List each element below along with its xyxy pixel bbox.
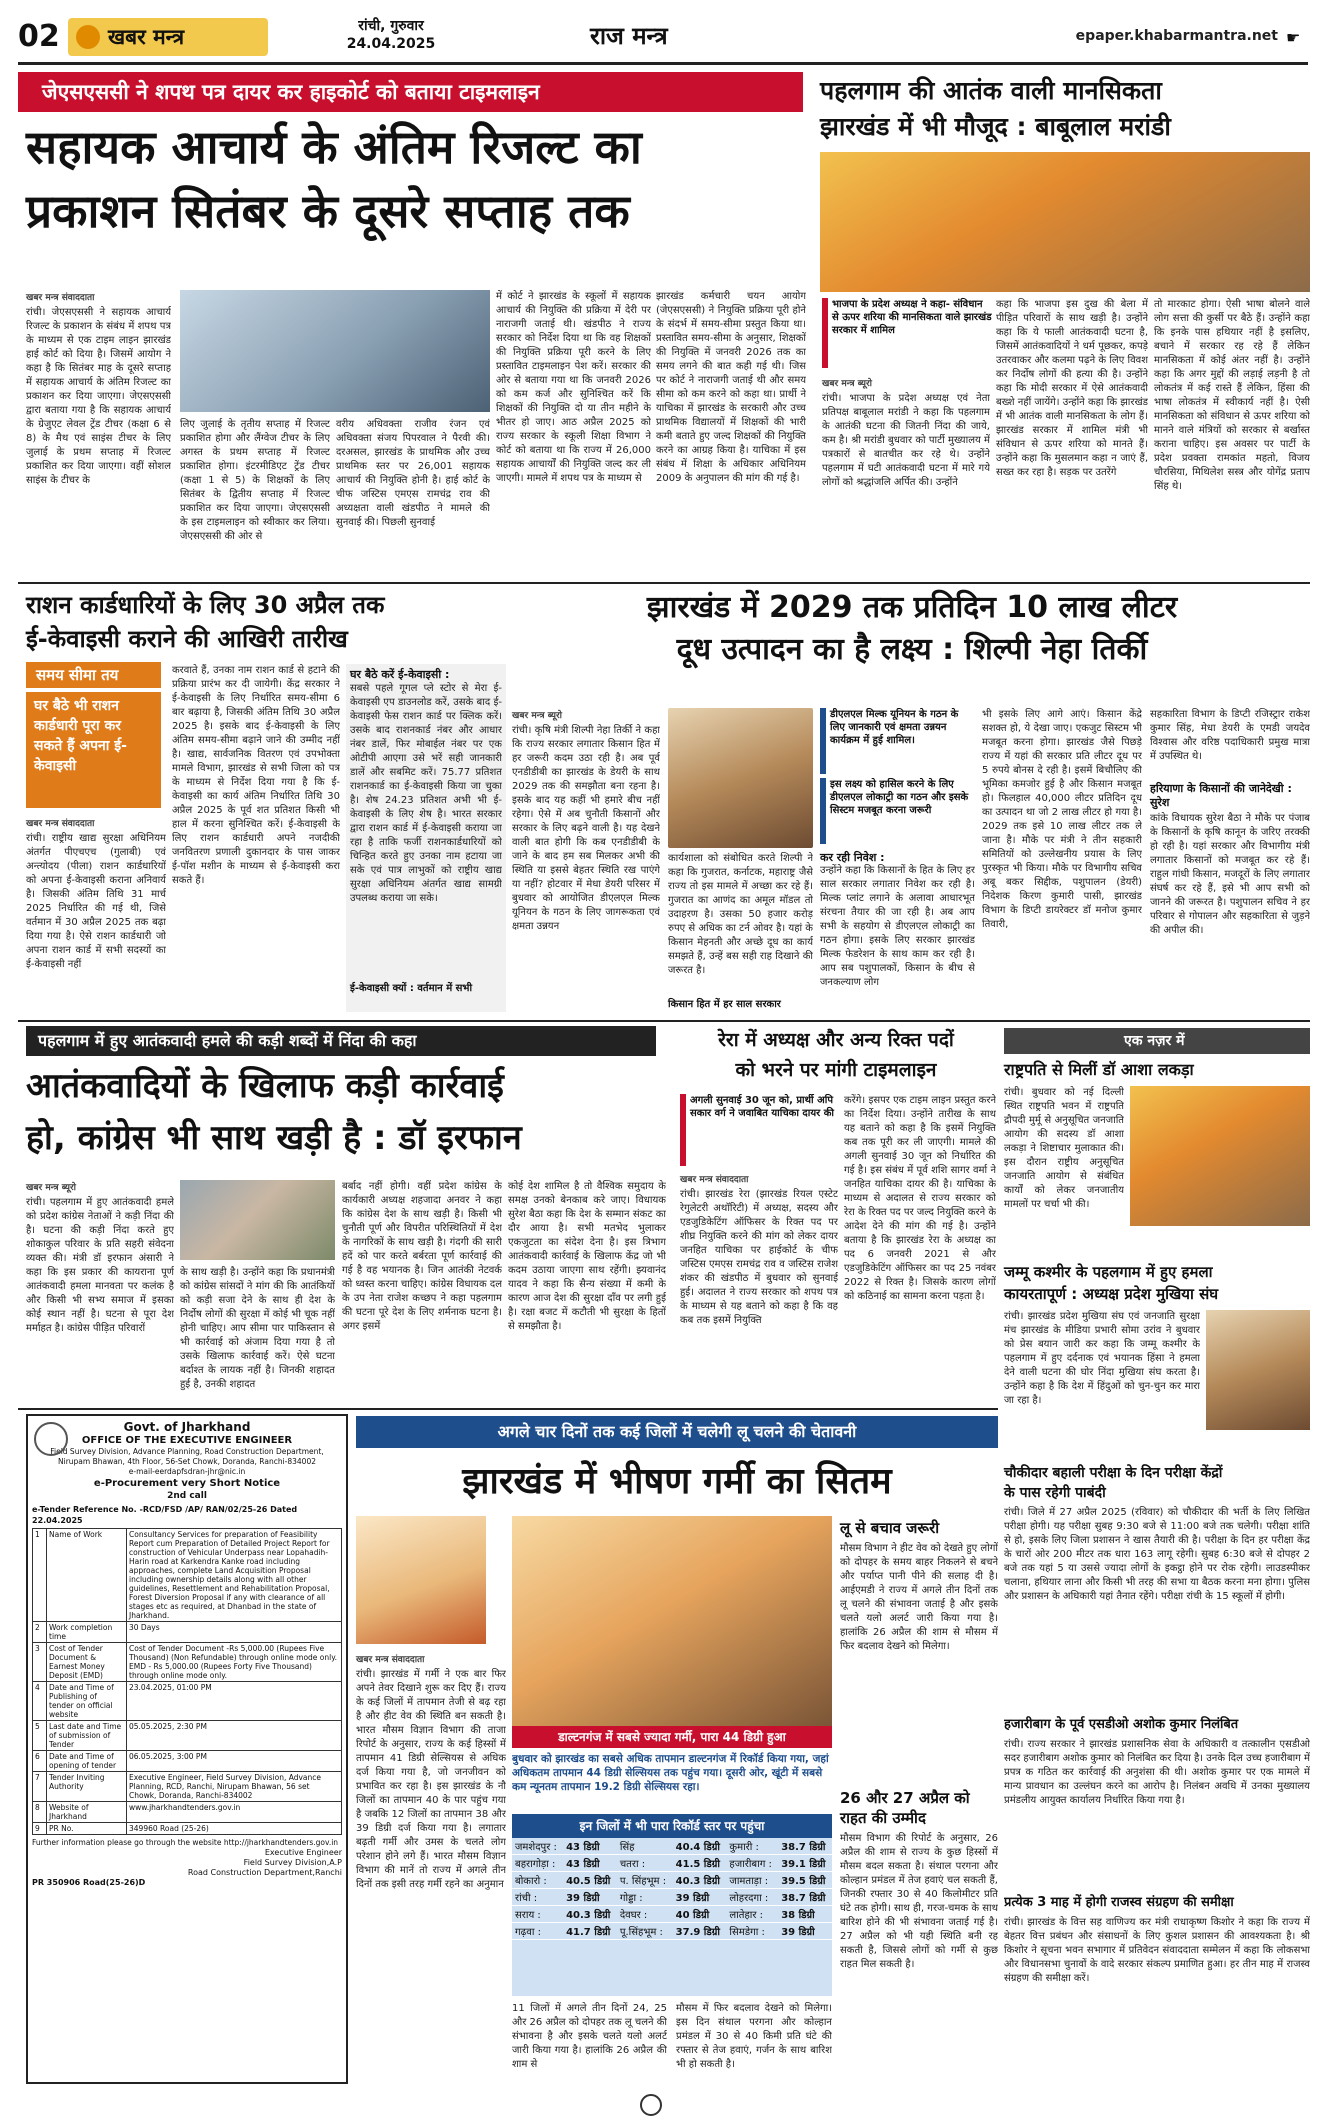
babulal-byline: खबर मन्त्र ब्यूरो [822,379,872,389]
site-url[interactable]: epaper.khabarmantra.net [1075,28,1278,44]
milk-text-6: कांके विधायक सुरेश बैठा ने मौके पर पंजाब के किसानों के कृषि कानून के जरिए तरक्की हो रही है। यहां सरकार और विभागीय मंत्री लगातार किसानों को मजबूत कर रहे हैं। राहुल गांधी किसान, मजदूरों के लिए लगातार संघर्ष कर रहे हैं, इसे भी आप सभी को जानने की जरूरत है। पशुपालन सचिव ने हर परिवार से गोपालन और सहकारिता से जुड़ने की अपील की। [1150,813,1310,936]
district-name: चतरा : [617,1855,673,1872]
district-name: सिंह [617,1838,673,1855]
heat-byline: खबर मन्त्र संवाददाता [356,1655,425,1665]
ad-footer: Further information please go through the website http://jharkhandtenders.gov.in [32,1838,339,1847]
heat-text-1: रांची। झारखंड में गर्मी ने एक बार फिर अपने तेवर दिखाने शुरू कर दिए हैं। राज्य के कई जिलों में तापमान तेजी से बढ़ रहा है और हीट वेव की स्थिति बन सकती है। भारत मौसम विज्ञान विभाग की ताजा रिपोर्ट के अनुसार, राज्य के कई हिस्सों में तापमान 41 डिग्री सेल्सियस से अधिक दर्ज किया गया है, जो जनजीवन को प्रभावित कर रहा है। इस झारखंड के नौ जिलों का तापमान 40 के पार पहुंच गया है जबकि 12 जिलों का तापमान 38 और 39 डिग्री दर्ज किया गया है। लगातार बढ़ती गर्मी और उमस के चलते लोग परेशान होने लगे हैं। भारत मौसम विज्ञान विभाग की मानें तो राज्य में अगले तीन दिनों तक इसी तरह गर्मी रहने का अनुमान [356,1669,506,1890]
tender-cell-label: Cost of Tender Document & Earnest Money Deposit (EMD) [47,1643,127,1682]
revenue-text: रांची। झारखंड के वित्त सह वाणिज्य कर मंत्री राधाकृष्ण किशोर ने कहा कि राज्य में बेहतर वित्त प्रबंधन और संसाधनों के लिए कुशल प्रशासन की आवश्यकता है। श्री किशोर ने सूचना भवन सभागार में प्रतिवेदन संवाददाता सम्मेलन में कहा कि लोकसभा और विधानसभा चुनावों के वादे सरकार संकल्प प्रमाणित हुआ। हर तीन माह में राजस्व संग्रहण की समीक्षा करें। [1004,1917,1310,1984]
district-temp: 38.7 डिग्री [778,1889,832,1906]
milk-subhead: कर रही निवेश : [820,851,885,864]
ad-govt: Govt. of Jharkhand [123,1420,251,1434]
ad-title: e-Procurement very Short Notice [93,1478,281,1489]
tender-cell-label: Last date and Time of submission of Tender [47,1721,127,1751]
rera-text-2: करेंगे। इसपर एक टाइम लाइन प्रस्तुत करने का निर्देश दिया। उन्होंने तारीख के साथ यह बताने को कहा है कि इसमें नियुक्ति कब तक पूरी कर ली जाएगी। मामले की अगली सुनवाई 30 जून को निर्धारित की गई है। इस संबंध में पूर्व शशि सागर वर्मा ने जनहित याचिका दायर की है। याचिका के माध्यम से अदालत से राज्य सरकार को रेरा के रिक्त पद पर जल्द नियुक्ति करने के आदेश देने की मांग की गई है। उन्होंने बताया है कि झारखंड रेरा के अध्यक्ष का पद 6 जनवरी 2021 से और एडजुडिकेटिंग ऑफिसर का पद 25 नवंबर 2022 से रिक्त है। जिसके कारण लोगों को कठिनाई का सामना करना पड़ता है। [844,1095,996,1302]
rera-byline: खबर मन्त्र संवाददाता [680,1175,749,1185]
milk-text-5: सहकारिता विभाग के डिप्टी रजिस्ट्रार राकेश कुमार सिंह, मेधा डेयरी के एमडी जयदेव विश्वास और वरिष्ठ पदाधिकारी प्रमुख मात्रा में उपस्थित थे। [1150,709,1310,762]
district-name: गढ़वा : [512,1923,563,1940]
heat-text-3: मौसम में फिर बदलाव देखने को मिलेगा। इस दिन संथाल परगना और कोल्हान प्रमंडल में 30 से 40 किमी प्रति घंटे की रफ्तार से तेज हवाएं, गर्जन के साथ बारिश भी हो सकती है। [676,2003,832,2070]
district-name: रांची : [512,1889,563,1906]
masthead [18,14,1308,60]
jk-title-2: कायरतापूर्ण : अध्यक्ष प्रदेश मुखिया संघ [1004,1285,1219,1303]
ration-title-2: ई-केवाइसी कराने की आखिरी तारीख [26,625,348,653]
tender-cell-no: 9 [33,1823,47,1835]
ad-line-1: Field Survey Division, Advance Planning, Road Construction Department, [50,1447,324,1456]
jk-text: रांची। झारखंड प्रदेश मुखिया संघ एवं जनजाति सुरक्षा मंच झारखंड के मीडिया प्रभारी सोमा उरांव ने बुधवार को प्रेस बयान जारी कर कहा कि जम्मू कश्मीर के पहलगाम में हुए दर्दनाक एवं भयानक हिंसा ने हमला देने वाली घटना की घोर निंदा मुखिया संघ करता है। उन्होंने कहा है कि देश में हिंदुओं को चुन-चुन कर मारा जा रहा है। [1004,1311,1200,1406]
milk-bullet-1: डीएलएल मिल्क यूनियन के गठन के लिए जानकारी एवं क्षमता उन्नयन कार्यक्रम में हुई शामिल। [820,708,975,774]
rera-text-1: रांची। झारखंड रेरा (झारखंड रियल एस्टेट रेगुलेटरी अथॉरिटी) में अध्यक्ष, सदस्य और एडजुडिकेटिंग ऑफिसर के रिक्त पद पर शीघ्र नियुक्ति करने की मांग को लेकर दायर जनहित याचिका पर हाईकोर्ट के चीफ जस्टिस एमएस रामचंद्र राव व जस्टिस राजेश शंकर की खंडपीठ में बुधवार को सुनवाई हुई। अदालत ने राज्य सरकार को शपथ पत्र के माध्यम से यह बताने को कहा है कि वह कब तक इसमें नियुक्ति [680,1189,838,1326]
tender-cell-label: Date and Time of opening of tender [47,1751,127,1772]
tender-cell-value: 23.04.2025, 01:00 PM [127,1682,342,1721]
milk-caption: किसान हित में हर साल सरकार [668,999,781,1010]
press-conference-photo [820,152,1310,292]
page-number: 02 [18,19,60,54]
jharkhand-emblem-icon [34,1422,68,1456]
tender-cell-label: Website of Jharkhand [47,1802,127,1823]
babulal-title-2: झारखंड में भी मौजूद : बाबूलाल मरांडी [820,112,1171,141]
tender-row [33,1529,342,1622]
district-temp: 39 डिग्री [563,1889,617,1906]
tender-cell-no: 4 [33,1682,47,1721]
milk-bullet-2: इस लक्ष्य को हासिल करने के लिए डीएलएल लोकाट्री का गठन और इसके सिस्टम मजबूत करना जरूरी [820,778,975,844]
tender-cell-no: 1 [33,1529,47,1622]
hazaribagh-text: रांची। राज्य सरकार ने झारखंड प्रशासनिक सेवा के अधिकारी व तत्कालीन एसडीओ सदर हजारीबाग अशोक कुमार को निलंबित कर दिया है। उनके दिल उच्च हजारीबाग में प्रपत्र क गठित कर कार्रवाई की अनुशंसा की थी। अशोक कुमार पर एक मामले में मान्य प्रावधान का उल्लंघन करने का आरोप है। निलंबन अवधि में उनका मुख्यालय प्रमंडलीय आयुक्त कार्यालय निर्धारित किया गया है। [1004,1739,1310,1806]
hazaribagh-title: हजारीबाग के पूर्व एसडीओ अशोक कुमार निलंबित [1004,1717,1239,1732]
district-temp: 40 डिग्री [673,1906,727,1923]
ration-text-3: सबसे पहले गूगल प्ले स्टोर से मेरा ई-केवाइसी एप डाउनलोड करें, उसके बाद ई-केवाइसी फेस राशन कार्ड पर क्लिक करें। उसके बाद राशनकार्ड नंबर और आधार नंबर डालें, फिर मोबाईल नंबर पर एक ओटीपी आएगा उसे भरें सही जानकारी डालें और सबमिट करें। 75.77 प्रतिशत राशनकार्ड का ई-केवाइसी किया जा चुका है। शेष 24.23 प्रतिशत अभी भी ई-केवाइसी के लिए शेष है। भारत सरकार द्वारा राशन कार्ड में ई-केवाइसी कराया जा रहा है ताकि फर्जी राशनकार्डधारियों को चिन्हित करते हुए उनका नाम हटाया जा सके एवं पात्र लाभुकों को राष्ट्रीय खाद्य सुरक्षा अधिनियम अंतर्गत खाद्य सामग्री उपलब्ध कराया जा सके। [350,683,502,904]
dateline-city: रांची, गुरुवार [358,18,424,34]
rera-bullet: अगली सुनवाई 30 जून को, प्रार्थी अपि सकार वर्ग ने जवाबित याचिका दायर की [680,1094,838,1166]
heat-text-4: मौसम विभाग ने हीट वेव को देखते हुए लोगों को दोपहर के समय बाहर निकलने से बचने और पर्याप्त पानी पीने की सलाह दी है। आईएमडी ने राज्य में अगले तीन दिनों तक लू चलने की संभावना जताई है और इसके चलते यलो अलर्ट जारी किया गया है। हालांकि 26 अप्रैल की शाम से मौसम में फिर बदलाव देखने को मिलेगा। [840,1543,998,1652]
court-building-photo [180,290,490,412]
rera-title-2: को भरने पर मांगी टाइमलाइन [735,1059,937,1081]
ad-email: e-mail-eerdapfsdran-jhr@nic.in [128,1467,246,1476]
district-temp: 38.7 डिग्री [778,1838,832,1855]
ad-pr: PR 350906 Road(25-26)D [32,1878,146,1887]
tender-cell-value: 05.05.2025, 2:30 PM [127,1721,342,1751]
district-name: प. सिंहभूम : [617,1872,673,1889]
ad-line-2: Nirupam Bhawan, 4th Floor, 56-Set Chowk, Doranda, Ranchi-834002 [58,1457,316,1466]
tender-cell-label: Date and Time of Publishing of tender on official website [47,1682,127,1721]
heat-text-2: 11 जिलों में अगले तीन दिनों 24, 25 और 26 अप्रैल को दोपहर तक लू चलने की संभावना है और इसके चलते यलो अलर्ट जारी किया गया है। हालांकि 26 अप्रैल की शाम से [512,2003,667,2070]
tender-cell-no: 3 [33,1643,47,1682]
district-name: सिमडेगा : [726,1923,778,1940]
tender-cell-no: 5 [33,1721,47,1751]
ration-text-1: रांची। राष्ट्रीय खाद्य सुरक्षा अधिनियम अंतर्गत पीएचएच (गुलाबी) एवं अन्त्योदय (पीला) राशन कार्डधारियों को अपना ई-केवाइसी कराना अनिवार्य है। जिसकी अंतिम तिथि 31 मार्च 2025 निर्धारित की गई थी, जिसे वर्तमान में 30 अप्रैल 2025 तक बढ़ा दिया गया है। ऐसे राशन कार्डधारी जो अपना राशन कार्ड में सभी सदस्यों का ई-केवाइसी नहीं [26,833,166,970]
district-temp: 43 डिग्री [563,1855,617,1872]
milk-text-4: भी इसके लिए आगे आएं। किसान केंद्रे सशक्त हो, ये देखा जाए। एकजुट सिस्टम भी मजबूत करना होगा। झारखंड जैसे पिछड़े राज्य में यहां की सरकार प्रति लीटर दूध पर 5 रुपये बोनस दे रही है। इसमें बिचौलिए की भूमिका कमजोर हुई है और किसान मजबूत हो। फिलहाल 40,000 लीटर प्रतिदिन दूध का उत्पादन था जो 2 लाख लीटर हो गया है। 2029 तक इसे 10 लाख लीटर तक ले जाना है। मौके पर मंत्री ने तीन सहकारी समितियों को उल्लेखनीय प्रयास के लिए पुरस्कृत भी किया। मौके पर विभागीय सचिव अबू बकर सिद्दीक, पशुपालन (डेयरी) निदेशक किरण कुमारी पासी, झारखंड विभाग के डिप्टी डायरेक्टर डॉ मनोज कुमार तिवारी, [982,709,1142,930]
section-name: राज मन्त्र [590,22,668,50]
divider-3 [18,1408,998,1410]
nazar-title: राष्ट्रपति से मिलीं डॉ आशा लकड़ा [1004,1060,1194,1079]
tender-cell-label: Work completion time [47,1622,127,1643]
district-temp: 43 डिग्री [563,1838,617,1855]
temperature-row [512,1855,832,1872]
ration-byline: खबर मन्त्र संवाददाता [26,819,95,829]
district-name: लोहरदगा : [726,1889,778,1906]
lead-byline: खबर मन्त्र संवाददाता [26,293,95,303]
district-temp: 39 डिग्री [673,1889,727,1906]
district-name: बहरागोड़ा : [512,1855,563,1872]
congress-text-2: के साथ खड़ी है। उन्होंने कहा कि प्रधानमंत्री को कांग्रेस सांसदों ने मांग की कि आतंकियों को कड़ी सजा देने के साथ ही देश के निर्दोष लोगों की सुरक्षा में कोई भी चूक नहीं होनी चाहिए। आप सीमा पार पाकिस्तान से भी कार्रवाई को अंजाम दिया गया है तो उसके खिलाफ कार्रवाई करें। ऐसे घटना बर्दाश्त के लायक नहीं है। जिनकी शहादत हुई है, उनकी शहादत [180,1267,335,1390]
babulal-text-3: तो मारकाट होगा। ऐसी भाषा बोलने वाले लोग सत्ता की कुर्सी पर बैठे हैं। उन्होंने कहा कि इनके पास हथियार नहीं है इसलिए, बचाने में सरकार रह रहे हैं लेकिन मानसिकता में कोई अंतर नहीं है। उन्होंने कहा कि अगर मुद्दों की लड़ाई लड़नी है तो लोकतंत्र में कई रास्ते हैं लेकिन, हिंसा की भाषा लोकतंत्र में स्वीकार्य नहीं है। ऐसी मानसिकता को संविधान से ऊपर शरिया को मानने वाले मंत्रियों को सरकार से बर्खास्त कराना चाहिए। इस अवसर पर पार्टी के प्रदेश प्रवक्ता रामकांत महतो, विजय चौरसिया, मिथिलेश सस्त्र और योगेंद्र प्रताप सिंह थे। [1154,299,1310,492]
temperature-row [512,1906,832,1923]
lead-kicker: जेएसएससी ने शपथ पत्र दायर कर हाइकोर्ट को बताया टाइमलाइन [18,72,803,112]
temperature-table-title: इन जिलों में भी पारा रिकॉर्ड स्तर पर पहुंचा [512,1814,832,1838]
district-name: देवघर : [617,1906,673,1923]
tender-cell-no: 2 [33,1622,47,1643]
congress-title-2: हो, कांग्रेस भी साथ खड़ी है : डॉ इरफान [26,1118,522,1158]
heat-photo-caption: डाल्टनगंज में सबसे ज्यादा गर्मी, पारा 44 डिग्री हुआ [512,1726,832,1748]
district-name: बोकारो : [512,1872,563,1889]
logo-text: खबर मन्त्र [108,25,185,49]
milk-byline: खबर मन्त्र ब्यूरो [512,711,562,721]
district-temp: 40.5 डिग्री [563,1872,617,1889]
tender-cell-value: 06.05.2025, 3:00 PM [127,1751,342,1772]
tender-row [33,1823,342,1835]
tender-row [33,1622,342,1643]
congress-text-1: रांची। पहलगाम में हुए आतंकवादी हमले को प्रदेश कांग्रेस नेताओं ने कड़ी निंदा की है। घटना की कड़ी निंदा करते हुए शोकाकुल परिवार के प्रति सहरी संवेदना व्यक्त की। मंत्री डॉ इरफान अंसारी ने कहा कि इस प्रकार की कायराना पूर्ण आतंकवादी हमला मानवता पर कलंक है और किसी भी सभ्य समाज में इसका कोई स्थान नहीं है। घटना से पूरा देश मर्माहत है। कांग्रेस पीड़ित परिवारों [26,1197,174,1334]
babulal-bullet: भाजपा के प्रदेश अध्यक्ष ने कहा- संविधान से ऊपर शरिया की मानसिकता वाले झारखंड सरकार में शामिल [822,298,992,368]
ration-title-1: राशन कार्डधारियों के लिए 30 अप्रैल तक [26,591,385,619]
district-name: लातेहार : [726,1906,778,1923]
ad-office: OFFICE OF THE EXECUTIVE ENGINEER [81,1435,293,1446]
nazar-label: एक नज़र में [1124,1033,1185,1049]
tender-cell-value: Cost of Tender Document -Rs 5,000.00 (Rupees Five Thousand) (Non Refundable) through online mode only. EMD - Rs 5,000.00 (Rupees Forty Five Thousand) through online mode only. [127,1643,342,1682]
ad-sign-1: Executive Engineer [264,1848,342,1857]
lead-title-1: सहायक आचार्य के अंतिम रिजल्ट का [26,120,642,174]
tender-cell-label: Tender Inviting Authority [47,1772,127,1802]
tender-row [33,1751,342,1772]
district-temp: 41.7 डिग्री [563,1923,617,1940]
tender-cell-value: 30 Days [127,1622,342,1643]
milk-text-2: कार्यशाला को संबोधित करते शिल्पी ने कहा कि गुजरात, कर्नाटक, महाराष्ट्र जैसे राज्य तो इस मामले में अच्छा कर रहे हैं। गुजरात का आणंद का अमूल मॉडल तो उदाहरण है। उसका 50 हजार करोड़ रुपए से अधिक का टर्न ओवर है। यहां के किसान मेहनती और अच्छे दूध का कार्य समझते हैं, उन्हें बस सही राह दिखाने की जरूरत है। [668,853,813,976]
ration-highlight: घर बैठे भी राशन कार्डधारी पूरा कर सकते हैं अपना ई-केवाइसी [26,692,161,808]
district-temp: 38 डिग्री [778,1906,832,1923]
registration-mark-icon [640,2094,662,2116]
ration-box-sub: ई-केवाइसी क्यों : वर्तमान में सभी [350,983,473,994]
ration-box-title: घर बैठे करें ई-केवाइसी : [350,668,450,681]
ad-sub: 2nd call [167,1491,207,1501]
tender-ad [26,1414,348,2084]
district-temp: 40.4 डिग्री [673,1838,727,1855]
header-rule [18,62,1308,65]
milk-text-3: उन्होंने कहा कि किसानों के हित के लिए हर साल सरकार लगातार निवेश कर रही है। मिल्क प्लांट लगाने के अलावा आधारभूत संरचना तैयार की जा रही है। अब आप सभी के सहयोग से डीएलएल लोकाट्री का गठन होगा। इसके लिए सरकार झारखंड मिल्क फेडरेशन के साथ काम कर रही है। आप सब पशुपालकों, किसान के बीच से जनकल्याण लोग [820,865,975,988]
pointer-icon: ☛ [1286,28,1301,47]
district-temp: 37.9 डिग्री [673,1923,727,1940]
chaukidar-text: रांची। जिले में 27 अप्रैल 2025 (रविवार) को चौकीदार की भर्ती के लिए लिखित परीक्षा होगी। यह परीक्षा सुबह 9:30 बजे से 11:00 बजे तक चलेगी। परीक्षा शांति से हो, इसके लिए जिला प्रशासन ने खास तैयारी की है। परीक्षा के दिन हर परीक्षा केंद्र के चारों ओर 200 मीटर तक धारा 163 लागू रहेगी। सुबह 6:30 बजे से दोपहर 2 बजे तक यहां 5 या उससे ज्यादा लोगों के इकट्ठा होने पर रोक रहेगी। लाउडस्पीकर चलाना, हथियार लाना और किसी भी तरह की सभा या बैठक करना मना होगा। पुलिस और प्रशासन के अधिकारी यहां तैनात रहेंगे। परीक्षा रांची के 15 स्कूलों में होगी। [1004,1507,1310,1602]
babulal-title-1: पहलगाम की आतंक वाली मानसिकता [820,76,1162,105]
district-name: जमशेदपुर : [512,1838,563,1855]
tender-row [33,1802,342,1823]
chaukidar-title-1: चौकीदार बहाली परीक्षा के दिन परीक्षा केंद्रों [1004,1465,1223,1481]
lu-title: लू से बचाव जरूरी [840,1519,940,1537]
lead-text-1: रांची। जेएसएससी ने सहायक आचार्य रिजल्ट के प्रकाशन के संबंध में शपथ पत्र के माध्यम से एक टाइम लाइन झारखंड हाई कोर्ट को दिया है। जिसमें आयोग ने कहा है कि सितंबर माह के दूसरे सप्ताह में सहायक आचार्य के अंतिम रिजल्ट का प्रकाशन कर दिया जाएगा। जेएसएससी द्वारा बताया गया है कि सहायक आचार्य के ग्रेजुएट लेवल ट्रेंड टीचर (कक्षा 6 से 8) के मैथ एवं साइंस टीचर के लिए जुलाई के प्रथम सप्ताह में रिजल्ट प्रकाशित कर दिया जाएगा। वहीं सोशल साइंस के टीचर के [26,307,171,486]
rera-title-1: रेरा में अध्यक्ष और अन्य रिक्त पदों [718,1029,954,1051]
temperature-row [512,1838,832,1855]
temperature-row [512,1872,832,1889]
congress-byline: खबर मन्त्र ब्यूरो [26,1183,76,1193]
lead-text-3: वरीय अधिवक्ता राजीव रंजन एवं अधिवक्ता संजय पिपरवाल ने पैरवी की। दरअसल, झारखंड के प्राथमिक और उच्च प्राथमिक स्तर पर 26,001 सहायक आचार्य की नियुक्ति होनी है। हाई कोर्ट के चीफ जस्टिस एमएस रामचंद्र राव की अध्यक्षता वाली खंडपीठ ने मामले की सुनवाई की। पिछली सुनवाई [336,419,490,528]
ad-ref: e-Tender Reference No. -RCD/FSD /AP/ RAN/02/25-26 Dated 22.04.2025 [32,1505,298,1525]
congress-text-3: बर्बाद नहीं होगी। वहीं प्रदेश कांग्रेस के कार्यकारी अध्यक्ष शहजादा अनवर ने कहा कि कांग्रेस देश के साथ खड़ी है। किसी भी चुनौती पूर्ण और विपरीत परिस्थितियों में देश के नागरिकों के साथ खड़ी है। गंदगी की सारी हदें को पार करते बर्बरता पूर्ण कार्रवाई की गई है वह भयानक है। जिन आतंकी नेटवर्क को ध्वस्त करना चाहिए। कांग्रेस विधायक दल के उप नेता राजेश कच्छप ने कहा पहलगाम की घटना पूरे देश के लिए शर्मनाक घटना है। अगर इसमें [342,1181,502,1332]
tender-cell-no: 6 [33,1751,47,1772]
tender-cell-no: 8 [33,1802,47,1823]
divider-2 [18,1020,1310,1022]
relief-title: 26 और 27 अप्रैल को राहत की उम्मीद [840,1789,970,1827]
thermometer-photo [356,1516,486,1644]
district-temp: 41.5 डिग्री [673,1855,727,1872]
district-name: पू.सिंहभूम : [617,1923,673,1940]
babulal-text-1: रांची। भाजपा के प्रदेश अध्यक्ष एवं नेता प्रतिपक्ष बाबूलाल मरांडी ने कहा कि पहलगाम के आतंकी घटना की जितनी निंदा की जाये, कम है। श्री मरांडी बुधवार को पार्टी मुख्यालय में पत्रकारों से बातचीत कर रहे थे। उन्होंने पहलगाम में घटी आतंकवादी घटना में मारे गये लोगों को श्रद्धांजलि अर्पित की। उन्होंने [822,393,990,488]
temperature-row [512,1889,832,1906]
ration-text-2: करवाते हैं, उनका नाम राशन कार्ड से हटाने की प्रक्रिया प्रारंभ कर दी जायेगी। केंद्र सरकार ने ई-केवाइसी के लिए निर्धारित समय-सीमा 6 बार बढ़ाया है, जिसकी अंतिम तिथि 30 अप्रैल 2025 है। इसके बाद ई-केवाइसी के लिए अंतिम समय-सीमा बढ़ाने जाने की उम्मीद नहीं है। खाद्य, सार्वजनिक वितरण एवं उपभोक्ता मामले विभाग, झारखंड से सभी जिला को पत्र के माध्यम से निर्देश दिया गया है कि ई-केवाइसी का कार्य अंतिम निर्धारित तिथि 30 अप्रैल 2025 के पूर्व शत प्रतिशत किसी भी हाल में करना सुनिश्चित करें। ई-केवाइसी के लिए राशन कार्डधारी अपने नजदीकी जनवितरण प्रणाली दुकानदार के पास जाकर ई-पॉश मशीन के माध्यम से ई-केवाइसी करा सकते हैं। [172,665,340,886]
congress-photo [180,1180,335,1260]
district-name: कुमारी : [726,1838,778,1855]
ad-sign-2: Field Survey Division,A.P [243,1858,342,1867]
heat-woman-photo [512,1516,832,1726]
nazar-text: रांची। बुधवार को नई दिल्ली स्थित राष्ट्रपति भवन में राष्ट्रपति द्रौपदी मुर्मू से अनुसूचित जनजाति आयोग की सदस्य डॉ आशा लकड़ा ने शिष्टाचार मुलाकात की। इस दौरान राष्ट्रीय अनुसूचित जनजाति आयोग से संबंधित कार्यों को लेकर जनजातीय मामलों पर चर्चा भी की। [1004,1087,1124,1210]
lead-text-4: में कोर्ट ने झारखंड के स्कूलों में सहायक आचार्य की नियुक्ति की प्रक्रिया में देरी पर नाराजगी जताई थी। खंडपीठ ने राज्य सरकार को निर्देश दिया था कि वह शिक्षकों की नियुक्ति प्रक्रिया पूरी करने के लिए प्रस्तावित टाइमलाइन पेश करें। सरकार की ओर से बताया गया था कि जनवरी 2026 को कम कर्ज और सुनिश्चित करें कि शिक्षकों की नियुक्ति दो या तीन महीने के भीतर हो जाए। आठ अप्रैल 2025 को राज्य सरकार के स्कूली शिक्षा विभाग ने कोर्ट को बताया था कि राज्य में 26,000 सहायक आचार्यों की नियुक्ति जल्द कर ली जाएगी। मामले में शपथ पत्र के माध्यम से [496,291,651,484]
tender-cell-value: 349960 Road (25-26) [127,1823,342,1835]
tender-row [33,1643,342,1682]
divider-1 [18,582,1310,584]
mukhiya-portrait-photo [1206,1310,1310,1430]
tender-cell-no: 7 [33,1772,47,1802]
milk-text-1: रांची। कृषि मंत्री शिल्पी नेहा तिर्की ने कहा कि राज्य सरकार लगातार किसान हित में हर जरूरी कदम उठा रही है। अब पूर्व एनडीडीबी का झारखंड के डेयरी के साथ 2029 तक की समझौता बना रहना है। इसके बाद यह कहीं भी हमारे बीच नहीं रहेगा। ऐसे में अब चुनौती किसानों और सरकार के लिए बढ़ने वाली है। यह देखने वाली बात होगी कि कब एनडीडीबी के जाने के बाद हम सब मिलकर अभी की स्थिति या इससे बेहतर स्थिति रख पाएंगे या नहीं? होटवार में मेधा डेयरी परिसर में बुधवार को आयोजित डीएलएल मिल्क यूनियन के गठन के लिए जागरूकता एवं क्षमता उन्नयन [512,725,660,932]
district-name: गोड्डा : [617,1889,673,1906]
heat-title: झारखंड में भीषण गर्मी का सितम [462,1461,892,1502]
temperature-box [512,1814,832,1996]
district-temp: 40.3 डिग्री [673,1872,727,1889]
heat-summary: बुधवार को झारखंड का सबसे अधिक तापमान डाल्टनगंज में रिकॉर्ड किया गया, जहां अधिकतम तापमान 44 डिग्री सेल्सियस तक पहुंच गया। दूसरी ओर, खूंटी में सबसे कम न्यूनतम तापमान 19.2 डिग्री सेल्सियस रहा। [512,1753,829,1793]
revenue-title: प्रत्येक 3 माह में होगी राजस्व संग्रहण की समीक्षा [1004,1895,1234,1910]
district-temp: 39 डिग्री [778,1923,832,1940]
lead-text-2: लिए जुलाई के तृतीय सप्ताह में रिजल्ट प्रकाशित होगा और लैंग्वेज टीचर के लिए अगस्त के प्रथम सप्ताह में रिजल्ट प्रकाशित होगा। इंटरमीडिएट ट्रेंड टीचर (कक्षा 1 से 5) के शिक्षकों के लिए सितंबर के द्वितीय सप्ताह में रिजल्ट प्रकाशित कर दिया जाएगा। जेएसएससी के इस टाइमलाइन को स्वीकार कर लिया। जेएसएससी की ओर से [180,419,330,542]
milk-subhead-2: हरियाणा के किसानों की जानेदेखी : सुरेश [1150,782,1292,809]
tender-cell-label: PR No. [47,1823,127,1835]
milk-title-1: झारखंड में 2029 तक प्रतिदिन 10 लाख लीटर [646,590,1178,625]
milk-title-2: दूध उत्पादन का है लक्ष्य : शिल्पी नेहा तिर्की [676,632,1148,667]
ration-kicker: समय सीमा तय [26,662,161,688]
ration-box [346,664,506,1012]
tender-cell-value: Consultancy Services for preparation of Feasibility Report cum Preparation of Detailed Project Report for construction of Vehicular Underpass near Lopahadih-Harin road at Karkendra Kanke road including approaches, complete Land Acquisition Proposal including ownership details along with all other guidelines, Resettlement and Rehabilitation Proposal, Forest Diversion Proposal if any with clearance of all stages etc as required, at Dhanbad in the state of Jharkhand. [127,1529,342,1622]
lead-title-2: प्रकाशन सितंबर के दूसरे सप्ताह तक [26,184,630,238]
minister-portrait-photo [668,708,813,848]
tender-table [32,1528,342,1835]
district-temp: 39.5 डिग्री [778,1872,832,1889]
lead-text-5: झारखंड कर्मचारी चयन आयोग (जेएसएससी) ने नियुक्ति प्रक्रिया पूरी होने के संदर्भ में समय-सीमा प्रस्तुत किया था। प्रस्तावित समय-सीमा के अनुसार, शिक्षकों की नियुक्ति में जनवरी 2026 तक का समय लगने की बात कही गई थी। जिस पर कोर्ट ने नाराजगी जताई थी और समय सीमा को कम करने को कहा था। प्रार्थी ने याचिका में झारखंड के सरकारी और उच्च प्राथमिक विद्यालयों में शिक्षकों की भारी कमी बताते हुए जल्द शिक्षकों की नियुक्ति करने का आग्रह किया है। याचिका में इस संबंध में शिक्षा के अधिकार अधिनियम 2009 के अनुपालन की मांग की गई है। [656,291,806,484]
district-temp: 39.1 डिग्री [778,1855,832,1872]
temperature-table [512,1838,832,1940]
temperature-row [512,1923,832,1940]
congress-title-1: आतंकवादियों के खिलाफ कड़ी कार्रवाई [26,1066,504,1106]
district-name: हजारीबाग : [726,1855,778,1872]
tender-row [33,1772,342,1802]
tender-cell-value: Executive Engineer, Field Survey Division, Advance Planning, RCD, Ranchi, Nirupam Bhawan, 56 set Chowk, Doranda, Ranchi-834002 [127,1772,342,1802]
tender-cell-label: Name of Work [47,1529,127,1622]
logo-icon [76,25,100,49]
district-name: सराय : [512,1906,563,1923]
president-meeting-photo [1130,1086,1310,1226]
brand-logo [68,18,268,56]
nazar-label-bar [1004,1028,1310,1054]
heat-text-5: मौसम विभाग की रिपोर्ट के अनुसार, 26 अप्रैल की शाम से राज्य के कुछ हिस्सों में मौसम बदल सकता है। संथाल परगना और कोल्हान प्रमंडल में तेज हवाएं चल सकती हैं, जिनकी रफ्तार 30 से 40 किलोमीटर प्रति घंटे तक होगी। साथ ही, गरज-चमक के साथ बारिश होने की भी संभावना जताई गई है। 27 अप्रैल को भी यही स्थिति बनी रह सकती है, जिससे लोगों को गर्मी से कुछ राहत मिल सकती है। [840,1833,998,1970]
district-name: जामताड़ा : [726,1872,778,1889]
chaukidar-title-2: के पास रहेगी पाबंदी [1004,1485,1106,1501]
congress-kicker: पहलगाम में हुए आतंकवादी हमले की कड़ी शब्दों में निंदा की कहा [26,1026,656,1056]
jk-title-1: जम्मू कश्मीर के पहलगाम में हुए हमला [1004,1263,1213,1281]
congress-text-4: कोई देश शामिल है तो वैश्विक समुदाय के समक्ष उनको बेनकाब करे जाए। विधायक सुरेश बैठा कहा कि देश के सम्मान संकट का दौर आया है। सभी मतभेद भुलाकर एकजुटता का संदेश देना है। इस त्रिभाग आतंकवादी कार्रवाई के खिलाफ केंद्र जो भी कदम उठाया जाएगा साथ रहेंगी। झ्यवानंद यादव ने कहा कि सैन्य संख्या में कमी के कारण आज देश की सुरक्षा दाँव पर लगी हुई है। रक्षा बजट में कटौती भी सुरक्षा के हितों से समझौता है। [508,1181,666,1332]
ad-sign-3: Road Construction Department,Ranchi [187,1868,342,1877]
dateline-date: 24.04.2025 [346,36,436,52]
babulal-text-2: कहा कि भाजपा इस दुख की बेला में पीड़ित परिवारों के साथ खड़ी है। उन्होंने कहा कि ये फाली आतंकवादी घटना है, जिसमें आतंकवादियों ने धर्म पूछकर, कपड़े उतरवाकर और कलमा पढ़ने के लिए विवश कर निर्दोष लोगों की हत्या की है। उन्होंने कहा कि मोदी सरकार में ऐसे आतंकवादी बख्शे नहीं जायेंगे। उन्होंने कहा कि झारखंड में भी आतंक वाली मानसिकता के लोग हैं। झारखंड सरकार में शामिल मंत्री भी संविधान से ऊपर शरिया को मानते हैं। उन्होंने कहा कि मुसलमान कहा न जाएं हैं, सख्त कर रहा है। सड़क पर उतरेंगे [996,299,1148,478]
tender-cell-value: www.jharkhandtenders.gov.in [127,1802,342,1823]
heat-kicker: अगले चार दिनों तक कई जिलों में चलेगी लू चलने की चेतावनी [356,1416,998,1448]
district-temp: 40.3 डिग्री [563,1906,617,1923]
tender-row [33,1682,342,1721]
tender-row [33,1721,342,1751]
